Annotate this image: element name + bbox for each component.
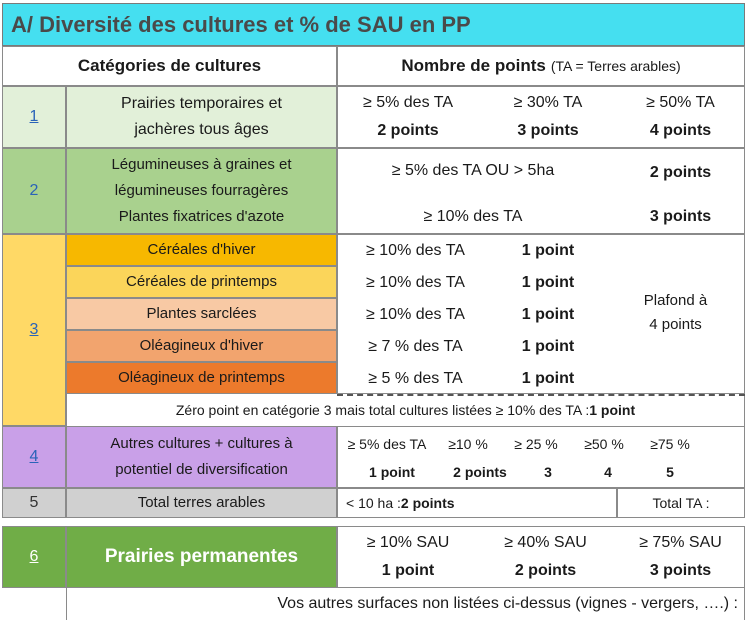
row2-threshold-b: ≥ 10% des TA [423,208,523,225]
row6-points-3: 3 points [649,562,712,579]
row3-ceiling-line1: Plafond à [643,292,708,309]
row3-number-cell [2,234,66,426]
row4-threshold-5: ≥75 % [650,436,690,452]
row2-label-line2: légumineuses fourragères [114,182,289,199]
row1-points-2: 3 points [517,122,579,139]
row4-points-1: 1 point [369,464,415,480]
row2-points-a: 2 points [649,164,712,181]
row4-number-cell [2,426,66,488]
row3-points-5: 1 point [521,370,575,387]
header-points-text: Nombre de points [401,56,546,75]
row6-number[interactable]: 6 [29,548,39,565]
row3-ceiling [608,283,743,343]
row1-threshold-3: ≥ 50% TA [646,94,715,111]
header-categories [2,46,337,86]
row3-ceiling-line2: 4 points [649,316,702,333]
row1-label-line1: Prairies temporaires et [121,95,282,112]
row3-threshold-4: ≥ 7 % des TA [368,338,463,355]
row3-threshold-3: ≥ 10% des TA [366,306,465,323]
row4-values [337,426,745,488]
page-title-text: A/ Diversité des cultures et % de SAU en PP [11,11,471,37]
row4-points-5: 5 [666,464,674,480]
header-points [337,46,745,86]
row5-number-cell [2,488,66,518]
row6-threshold-2: ≥ 40% SAU [504,534,587,551]
row4-threshold-2: ≥10 % [448,436,488,452]
row2-threshold-a: ≥ 5% des TA OU > 5ha [391,162,555,179]
row4-points-2: 2 points [453,464,507,480]
row3-points-3: 1 point [521,306,575,323]
row3-points-4: 1 point [521,338,575,355]
row6-threshold-3: ≥ 75% SAU [639,534,722,551]
row6-points-1: 1 point [381,562,435,579]
row2-number: 2 [29,182,39,199]
header-points-note: (TA = Terres arables) [550,58,681,74]
row1-threshold-1: ≥ 5% des TA [362,94,453,111]
row4-threshold-4: ≥50 % [584,436,624,452]
row6-label: Prairies permanentes [66,526,337,588]
row3-threshold-1: ≥ 10% des TA [366,242,465,259]
row3-number[interactable]: 3 [29,321,39,338]
row4-points-4: 4 [604,464,612,480]
row1-label-line2: jachères tous âges [134,121,269,138]
row6-points-2: 2 points [514,562,577,579]
footer-text: Vos autres surfaces non listées ci-dessus (vignes - vergers, ….) : [277,595,738,612]
row1-number[interactable]: 1 [29,108,39,125]
other-surfaces-field[interactable] [66,588,745,620]
row6-threshold-1: ≥ 10% SAU [366,534,450,551]
row1-points-1: 2 points [377,122,439,139]
header-categories-text: Catégories de cultures [77,56,262,75]
row3-points-1: 1 point [521,242,575,259]
row1-threshold-2: ≥ 30% TA [513,94,583,111]
page-title [2,3,745,46]
row3-item-winter-cereals: Céréales d'hiver [66,234,337,266]
row4-points-3: 3 [544,464,552,480]
row2-points-b: 3 points [649,208,712,225]
row2-label-line3: Plantes fixatrices d'azote [118,208,285,225]
row1-values [337,86,745,148]
row2-label [66,148,337,234]
row4-label-line2: potentiel de diversification [115,461,288,478]
row2-number-cell [2,148,66,234]
row6-values [337,526,745,588]
row3-item-spring-oilseeds: Oléagineux de printemps [66,362,337,394]
row3-item-spring-cereals: Céréales de printemps [66,266,337,298]
row3-points-2: 1 point [521,274,575,291]
row4-label [66,426,337,488]
row5-label: Total terres arables [66,488,337,518]
row2-label-line1: Légumineuses à graines et [111,156,292,173]
row5-number: 5 [29,494,39,511]
row3-note-points: 1 point [589,402,636,418]
row3-note-dashed-line [337,394,745,396]
row3-threshold-5: ≥ 5 % des TA [368,370,463,387]
row4-threshold-1: ≥ 5% des TA [347,436,427,452]
row6-number-cell [2,526,66,588]
row5-total-field[interactable]: Total TA : [617,488,745,518]
row4-label-line1: Autres cultures + cultures à [110,435,293,452]
row1-label [66,86,337,148]
row1-number-cell [2,86,66,148]
row4-number[interactable]: 4 [29,448,39,465]
row1-points-3: 4 points [649,122,712,139]
row3-values [337,234,745,394]
row5-rule [337,488,617,518]
row5-rule-text: < 10 ha : [346,495,401,511]
row2-values [337,148,745,234]
row3-note [66,394,745,426]
row4-threshold-3: ≥ 25 % [514,436,558,452]
row3-threshold-2: ≥ 10% des TA [366,274,465,291]
row3-item-winter-oilseeds: Oléagineux d'hiver [66,330,337,362]
row5-rule-points: 2 points [400,495,455,511]
row3-note-text: Zéro point en catégorie 3 mais total cultures listées ≥ 10% des TA : [175,402,590,418]
row3-item-row-crops: Plantes sarclées [66,298,337,330]
